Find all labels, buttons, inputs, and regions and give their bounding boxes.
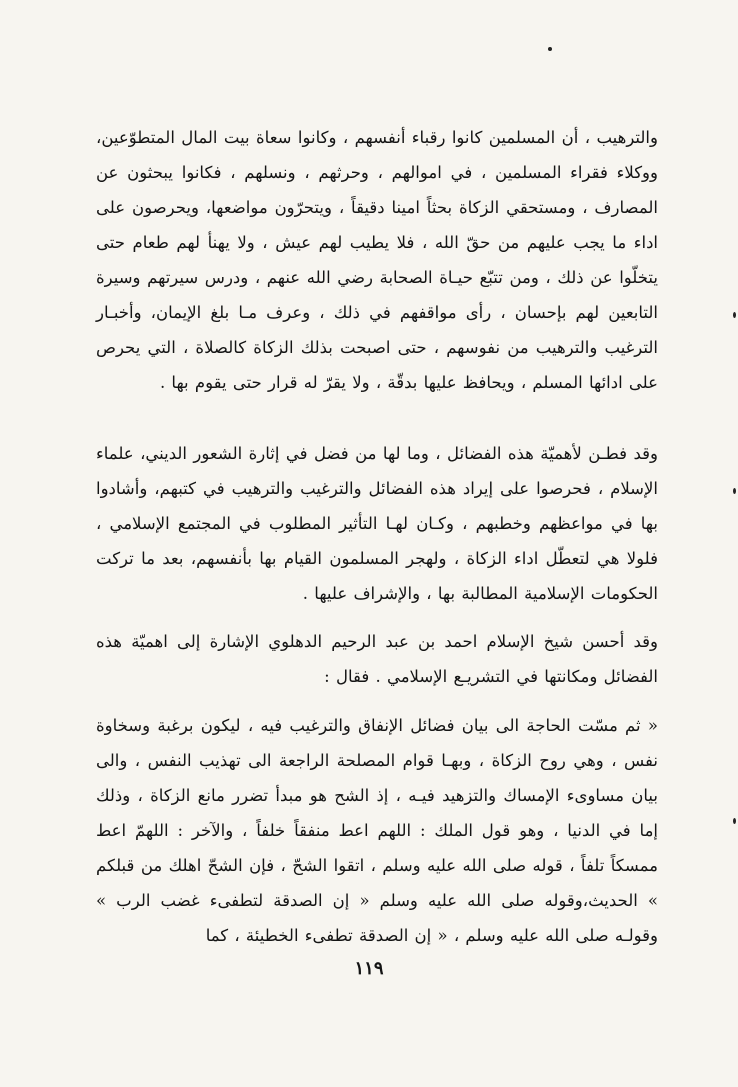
page-number: ١١٩ xyxy=(354,958,384,979)
body-paragraph-3: وقد أحسن شيخ الإسلام احمد بن عبد الرحيم الدهلوي الإشارة إلى اهميّة هذه الفضائل ومكانتها في التشريـع الإسلامي . فقال : xyxy=(96,632,658,686)
margin-speck-mark xyxy=(733,488,736,494)
body-paragraph-2: وقد فطـن لأهميّة هذه الفضائل ، وما لها من فضل في إثارة الشعور الديني، علماء الإسلام ، فحرصوا على إيراد هذه الفضائل والترغيب والترهيب في كتبهم، وأشادوا بها في مواعظهم وخطبهم ، وكـان لهـا التأثير المطلوب في المجتمع الإسلامي ، فلولا هي لتعطّل اداء الزكاة ، ولهجر المسلمون القيام بها بأنفسهم، بعد ما تركت الحكومات الإسلامية المطالبة بها ، والإشراف عليها . xyxy=(96,444,658,603)
quoted-passage: « ثم مسّت الحاجة الى بيان فضائل الإنفاق والترغيب فيه ، ليكون برغبة وسخاوة نفس ، وهي روح الزكاة ، وبهـا قوام المصلحة الراجعة الى تهذيب النفس ، والى بيان مساوىء الإمساك والتزهيد فيـه ، إذ الشح هو مبدأ تضرر مانع الزكاة ، وذلك إما في الدنيا ، وهو قول الملك : اللهم اعط منفقاً خلفاً ، والآخر : اللهمّ اعط ممسكاً تلفاً ، قوله صلى الله عليه وسلم ، اتقوا الشحّ ، فإن الشحّ اهلك من قبلكم » الحديث،وقوله صلى الله عليه وسلم « إن الصدقة لتطفىء غضب الرب » وقولـه صلى الله عليه وسلم ، « إن الصدقة تطفىء الخطيئة ، كما xyxy=(96,716,658,945)
margin-speck-mark xyxy=(548,47,552,51)
margin-speck-mark xyxy=(733,818,736,824)
body-paragraph-1: والترهيب ، أن المسلمين كانوا رقباء أنفسهم ، وكانوا سعاة بيت المال المتطوّعين، ووكلاء فقراء المسلمين ، في اموالهم ، وحرثهم ، ونسلهم ، فكانوا يبحثون عن المصارف ، ومستحقي الزكاة بحثاً امينا دقيقاً ، ويتحرّون مواضعها، ويحرصون على اداء ما يجب عليهم من حقّ الله ، فلا يطيب لهم عيش ، ولا يهنأ لهم طعام حتى يتخلّوا عن ذلك ، ومن تتبّع حيـاة الصحابة رضي الله عنهم ، ودرس سيرتهم وسيرة التابعين لهم بإحسان ، رأى مواقفهم في ذلك ، وعرف مـا بلغ الإيمان، وأخبـار الترغيب والترهيب من نفوسهم ، حتى اصبحت بذلك الزكاة كالصلاة ، التي يحرص على ادائها المسلم ، ويحافظ عليها بدقّة ، ولا يقرّ له قرار حتى يقوم بها . xyxy=(96,128,658,392)
margin-speck-mark xyxy=(733,312,736,318)
